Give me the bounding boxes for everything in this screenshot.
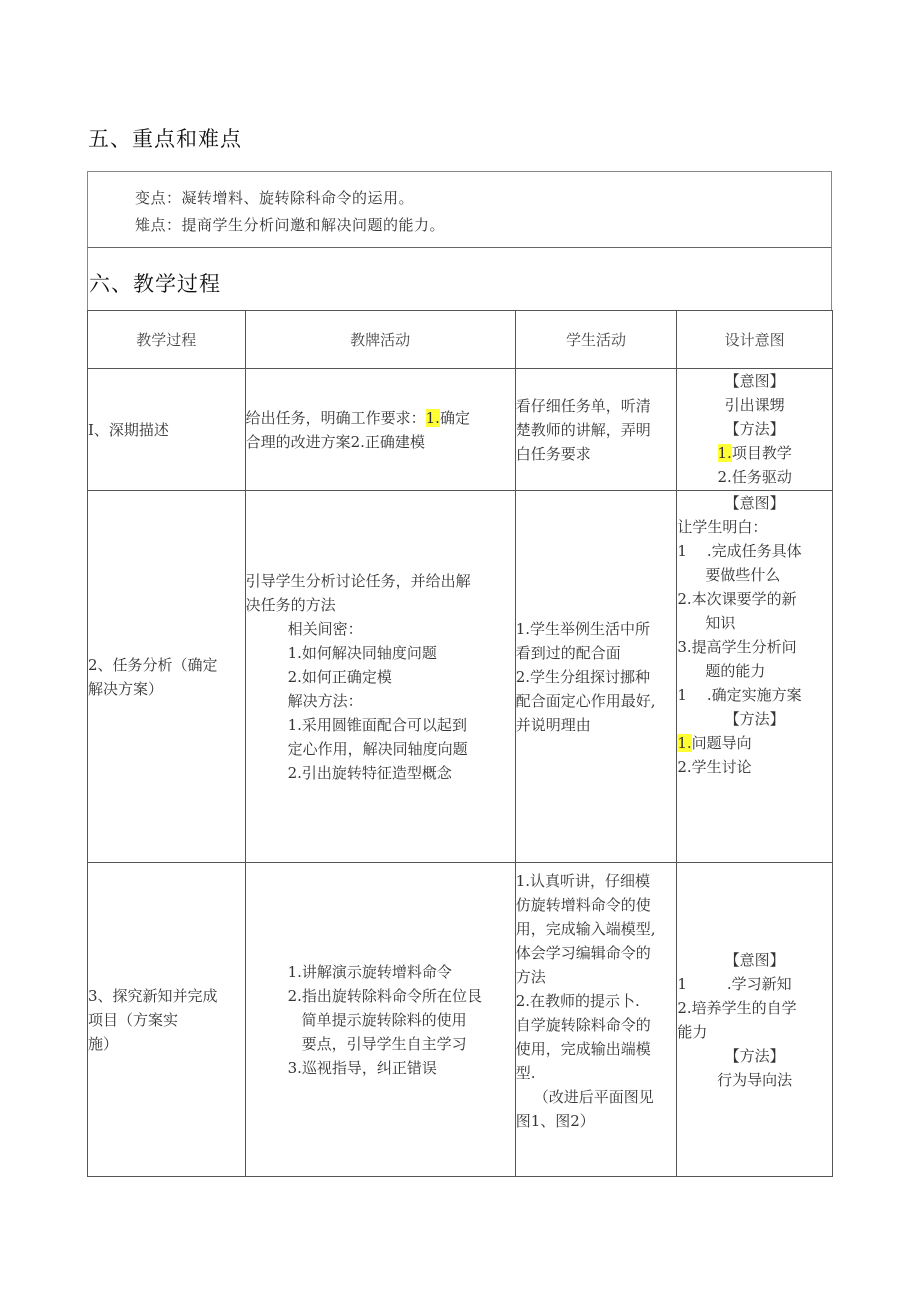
item-text: .确定实施方案 [706,686,802,704]
method-label: 【方法】 [724,420,785,438]
student-line: 体会学习编辑命令的 [515,943,651,962]
solution-item: 2.引出旋转特征造型概念 [287,763,452,782]
method-label: 【方法】 [724,1046,785,1065]
student-line: 白任务要求 [515,444,591,463]
teacher-activity-cell [245,863,515,1177]
intent-item [677,972,832,996]
student-line: 1.认真听讲，仔细模 [515,871,651,890]
stage-cell [88,369,246,491]
teacher-item: 1.讲解演示旋转增料命令 [287,962,452,981]
related-item: 1.如何解决同轴度问题 [287,643,437,662]
intent-item [677,587,832,611]
key-points-box [87,171,832,248]
teacher-item: 3.巡视指导，纠正错误 [287,1058,437,1077]
item-text: 本次课要学的新 [691,590,797,608]
student-activity-cell [515,863,677,1177]
item-number: 1 [677,686,687,704]
intent-intro: 让学生明白： [677,518,768,536]
intent-item-cont: 能力 [677,1022,708,1041]
method-item: 2.学生讨论 [677,758,752,776]
header-student-activity: 学生活动 [515,311,677,369]
header-stage: 教学过程 [88,311,246,369]
highlighted-number: 1. [425,408,440,427]
student-line: 用，完成输入端模型, [515,919,656,938]
teacher-line: 合理的改进方案2.正确建模 [245,432,425,451]
method-item [677,731,832,755]
teacher-text: 给出任务，明确工作要求： [245,408,426,427]
student-line: 1.学生举例生活中所 [515,619,651,638]
item-text: .完成任务具体 [706,542,802,560]
teacher-line: 引导学生分析讨论任务，并给出解 [245,571,471,590]
student-line: 看仔细任务单，听清 [515,396,651,415]
student-line: 并说明理由 [515,715,591,734]
design-intent-cell [677,369,833,491]
student-line: 仿旋转增料命令的使 [515,895,651,914]
intent-item-cont: 题的能力 [705,662,766,680]
student-line: （改进后平面图见 [533,1087,654,1106]
teacher-item-cont: 简单提示旋转除料的使用 [301,1010,467,1029]
student-line: 使用，完成输出端模 [515,1039,651,1058]
method-text: 行为导向法 [717,1070,793,1089]
method-text: 项目教学 [731,444,792,462]
table-row [88,491,833,863]
stage-text: 3、探究新知并完成 [88,986,218,1005]
student-line: 看到过的配合面 [515,643,621,662]
intent-item [677,683,832,707]
highlighted-number: 1. [717,444,732,462]
design-intent-cell [677,863,833,1177]
section-6-header-box [87,247,832,311]
student-line: 型. [515,1063,536,1082]
stage-text: 解决方案） [88,679,164,698]
student-line: 2.学生分组探讨挪种 [515,667,651,686]
teacher-text: 确定 [439,408,470,427]
student-line: 配合面定心作用最好, [515,691,656,710]
intent-item-cont: 要做些什么 [705,566,781,584]
solution-item: 1.采用圆锥面配合可以起到 [287,715,467,734]
teacher-line: 决任务的方法 [245,595,336,614]
method-item: 2.任务驱动 [717,468,792,486]
stage-text: I、深期描述 [88,420,169,439]
method-label: 【方法】 [724,710,785,728]
item-number: 1 [677,974,687,993]
method-item [677,441,832,465]
teacher-activity-cell [245,491,515,863]
intent-label: 【意图】 [724,372,785,390]
section-5-title: 五、重点和难点 [88,127,242,151]
related-label: 相关间密： [287,619,363,638]
header-design-intent: 设计意图 [677,311,833,369]
key-point-line: 变点：凝转增料、旋转除科命令的运用。 [135,189,415,207]
item-text: 提高学生分析问 [691,638,797,656]
table-row [88,369,833,491]
stage-cell [88,491,246,863]
stage-text: 施） [88,1034,119,1053]
stage-text: 2、任务分析（确定 [88,655,218,674]
intent-label: 【意图】 [724,494,785,512]
table-row [88,863,833,1177]
intent-item [677,635,832,659]
solution-item: 定心作用，解决同轴度向题 [287,739,468,758]
teaching-process-table [87,310,833,1177]
method-text: 问题导向 [691,734,752,752]
intent-item-cont: 知识 [705,614,736,632]
item-number: 2. [677,590,692,608]
difficult-point-line: 雉点：提商学生分析问邀和解决问题的能力。 [135,216,446,234]
student-line: 2.在教师的提示卜. [515,991,640,1010]
table-header-row [88,311,833,369]
student-line: 方法 [515,967,546,986]
student-activity-cell [515,491,677,863]
intent-item [677,539,832,563]
item-number: 3. [677,638,692,656]
header-teacher-activity: 教牌活动 [245,311,515,369]
student-activity-cell [515,369,677,491]
related-item: 2.如何正确定模 [287,667,392,686]
stage-cell [88,863,246,1177]
intent-text: 引出课甥 [724,396,785,414]
teacher-activity-cell [245,369,515,491]
stage-text: 项目（方案实 [88,1010,179,1029]
solution-label: 解决方法： [287,691,363,710]
design-intent-cell [677,491,833,863]
item-text: .学习新知 [726,974,792,993]
teacher-item-cont: 要点，引导学生自主学习 [301,1034,467,1053]
teacher-item: 2.指出旋转除料命令所在位艮 [287,986,482,1005]
teacher-line [246,406,515,430]
section-6-title: 六、教学过程 [89,272,221,296]
intent-item: 2.培养学生的自学 [677,998,797,1017]
highlighted-number: 1. [677,734,692,752]
item-number: 1 [677,542,687,560]
intent-label: 【意图】 [724,950,785,969]
student-line: 自学旋转除料命令的 [515,1015,651,1034]
student-line: 图1、图2） [515,1111,595,1130]
student-line: 楚教师的讲解，弄明 [515,420,651,439]
